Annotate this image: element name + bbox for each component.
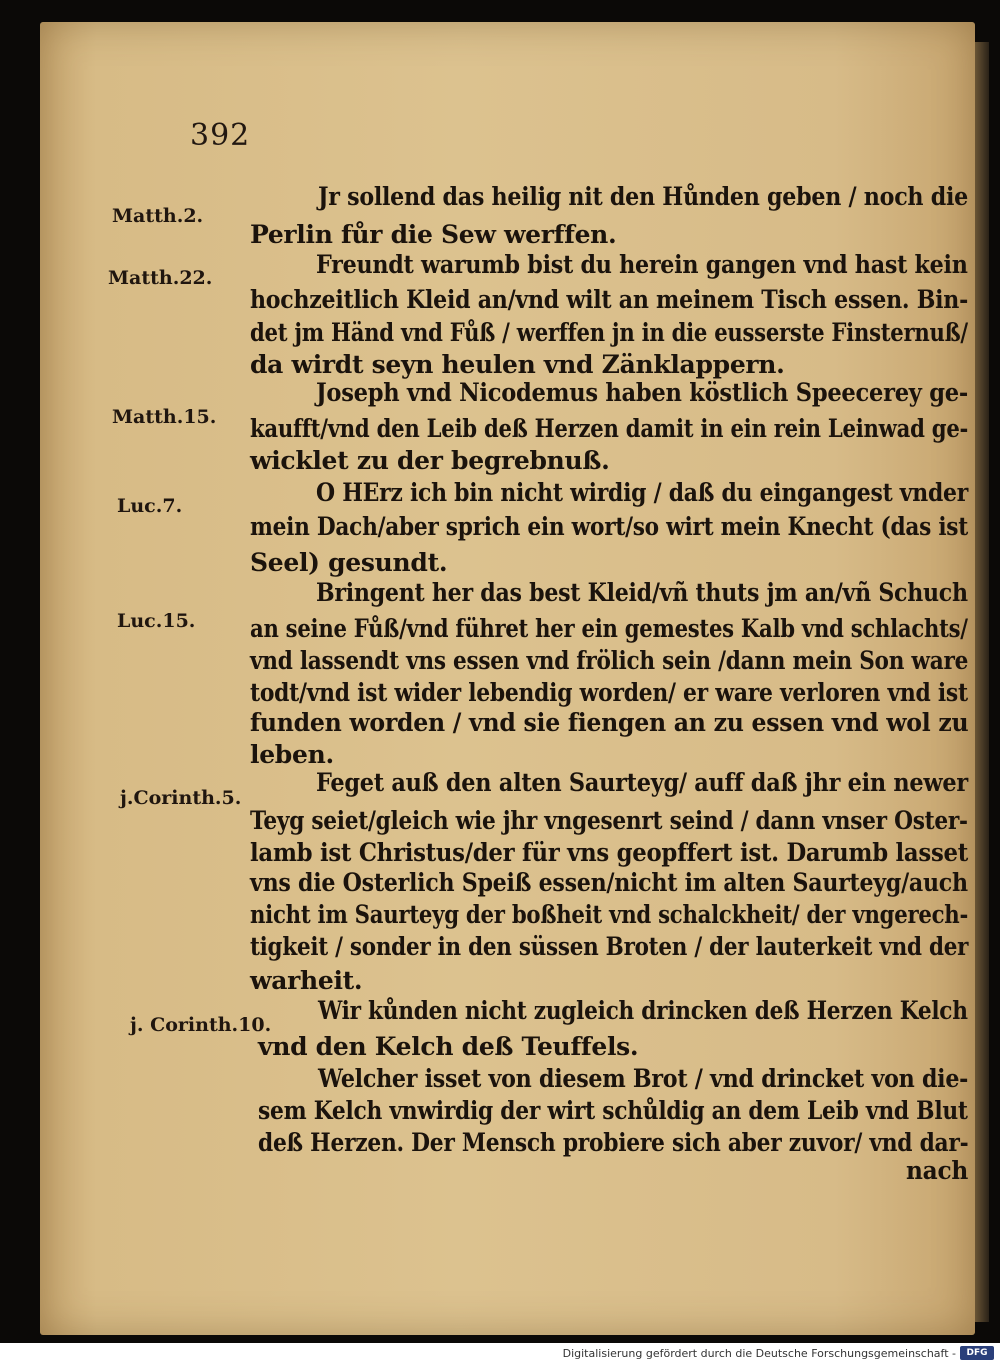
text-line: Joseph vnd Nicodemus haben köstlich Speecerey ge- xyxy=(316,378,968,407)
text-line: deß Herzen. Der Mensch probiere sich aber zuvor/ vnd dar- xyxy=(258,1128,969,1157)
text-line: vnd den Kelch deß Teuffels. xyxy=(258,1032,639,1061)
text-line: O HErz ich bin nicht wirdig / daß du eingangest vnder xyxy=(316,478,969,507)
margin-note-5: Luc.15. xyxy=(117,610,196,632)
text-line: Feget auß den alten Saurteyg/ auff daß jhr ein newer xyxy=(316,768,968,797)
margin-note-6: j.Corinth.5. xyxy=(120,787,242,809)
catchword: nach xyxy=(906,1156,968,1185)
text-line: leben. xyxy=(250,740,334,769)
page-edge xyxy=(975,42,989,1322)
text-line: an seine Fůß/vnd führet her ein gemestes Kalb vnd schlachts/ xyxy=(250,614,968,643)
page-number: 392 xyxy=(190,118,251,153)
margin-note-1: Matth.2. xyxy=(112,205,204,227)
footer-credit: Digitalisierung gefördert durch die Deutsche Forschungsgemeinschaft - xyxy=(562,1347,956,1360)
text-line: da wirdt seyn heulen vnd Zänklappern. xyxy=(250,350,785,379)
margin-note-3: Matth.15. xyxy=(112,406,217,428)
text-line: Welcher isset von diesem Brot / vnd drincket von die- xyxy=(318,1064,969,1093)
text-line: funden worden / vnd sie fiengen an zu essen vnd wol zu xyxy=(250,708,969,737)
text-line: nicht im Saurteyg der boßheit vnd schalckheit/ der vngerech- xyxy=(250,900,969,929)
footer-bar xyxy=(0,1343,1000,1365)
text-line: det jm Händ vnd Fůß / werffen jn in die eusserste Finsternuß/ xyxy=(250,318,968,347)
text-line: todt/vnd ist wider lebendig worden/ er ware verloren vnd ist xyxy=(250,678,968,707)
text-line: lamb ist Christus/der für vns geopffert ist. Darumb lasset xyxy=(250,838,968,867)
text-line: wicklet zu der begrebnuß. xyxy=(250,446,610,475)
text-line: Seel) gesundt. xyxy=(250,548,448,577)
margin-note-7: j. Corinth.10. xyxy=(130,1014,272,1036)
text-line: sem Kelch vnwirdig der wirt schůldig an dem Leib vnd Blut xyxy=(258,1096,968,1125)
text-line: vnd lassendt vns essen vnd frölich sein /dann mein Son ware xyxy=(250,646,969,675)
text-line: vns die Osterlich Speiß essen/nicht im alten Saurteyg/auch xyxy=(250,868,968,897)
text-line: Bringent her das best Kleid/vñ thuts jm an/vñ Schuch xyxy=(316,578,968,607)
text-line: kaufft/vnd den Leib deß Herzen damit in ein rein Leinwad ge- xyxy=(250,414,969,443)
margin-note-4: Luc.7. xyxy=(117,495,183,517)
text-line: warheit. xyxy=(250,966,363,995)
text-line: Perlin fůr die Sew werffen. xyxy=(250,220,617,249)
text-line: Jr sollend das heilig nit den Hůnden geben / noch die xyxy=(318,182,968,211)
text-line: mein Dach/aber sprich ein wort/so wirt mein Knecht (das ist xyxy=(250,512,968,541)
text-line: Teyg seiet/gleich wie jhr vngesenrt seind / dann vnser Oster- xyxy=(250,806,968,835)
text-line: hochzeitlich Kleid an/vnd wilt an meinem Tisch essen. Bin- xyxy=(250,285,969,314)
dfg-logo: DFG xyxy=(960,1346,994,1360)
text-line: tigkeit / sonder in den süssen Broten / der lauterkeit vnd der xyxy=(250,932,969,961)
text-line: Freundt warumb bist du herein gangen vnd hast kein xyxy=(316,250,968,279)
margin-note-2: Matth.22. xyxy=(108,267,213,289)
text-line: Wir kůnden nicht zugleich drincken deß Herzen Kelch xyxy=(318,996,968,1025)
